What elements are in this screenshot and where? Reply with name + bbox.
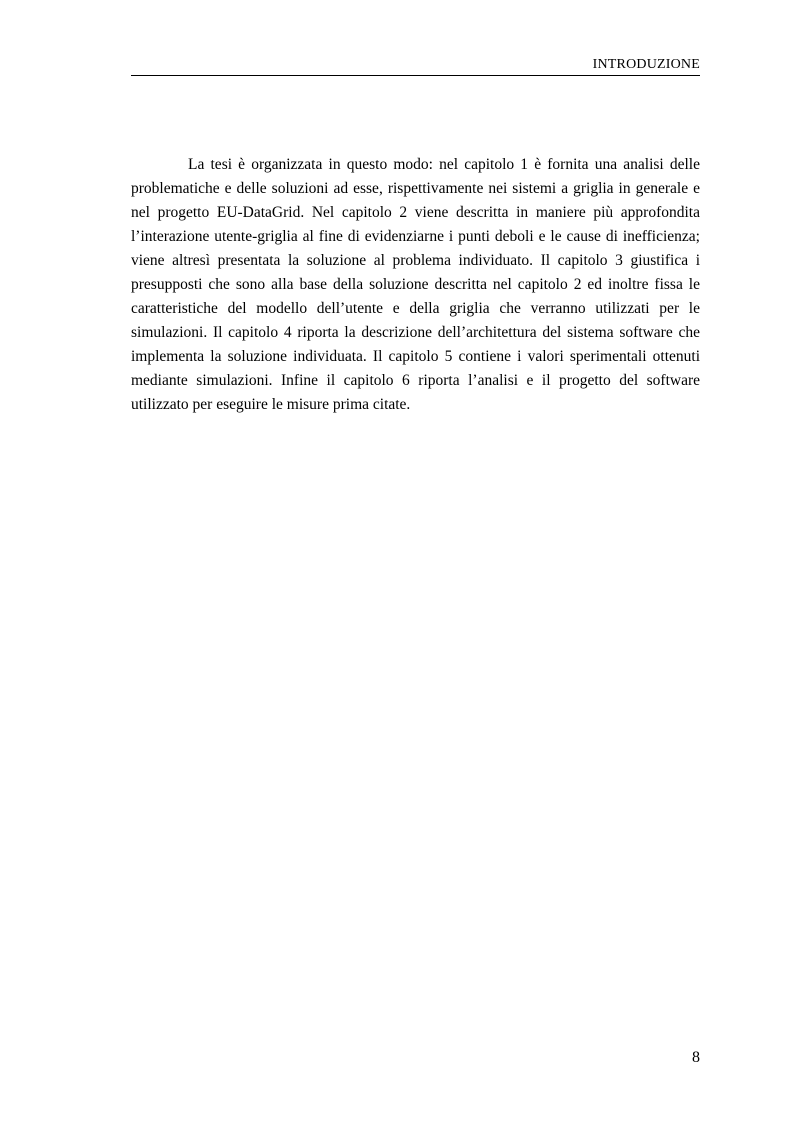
body-paragraph: La tesi è organizzata in questo modo: nel capitolo 1 è fornita una analisi delle problematiche e delle soluzioni ad esse, rispettivamente nei sistemi a griglia in generale e nel progetto EU-DataGrid. Nel capitolo 2 viene descritta in maniere più approfondita l’interazione utente-griglia al fine di evidenziarne i punti deboli e le cause di inefficienza; viene altresì presentata la soluzione al problema individuato. Il capitolo 3 giustifica i presupposti che sono alla base della soluzione descritta nel capitolo 2 ed inoltre fissa le caratteristiche del modello dell’utente e della griglia che verranno utilizzati per le simulazioni. Il capitolo 4 riporta la descrizione dell’architettura del sistema software che implementa la soluzione individuata. Il capitolo 5 contiene i valori sperimentali ottenuti mediante simulazioni. Infine il capitolo 6 riporta l’analisi e il progetto del software utilizzato per eseguire le misure prima citate. [131, 156, 700, 413]
page-number: 8 [692, 1049, 700, 1066]
running-header-title: INTRODUZIONE [592, 57, 700, 72]
header-divider [131, 75, 700, 76]
